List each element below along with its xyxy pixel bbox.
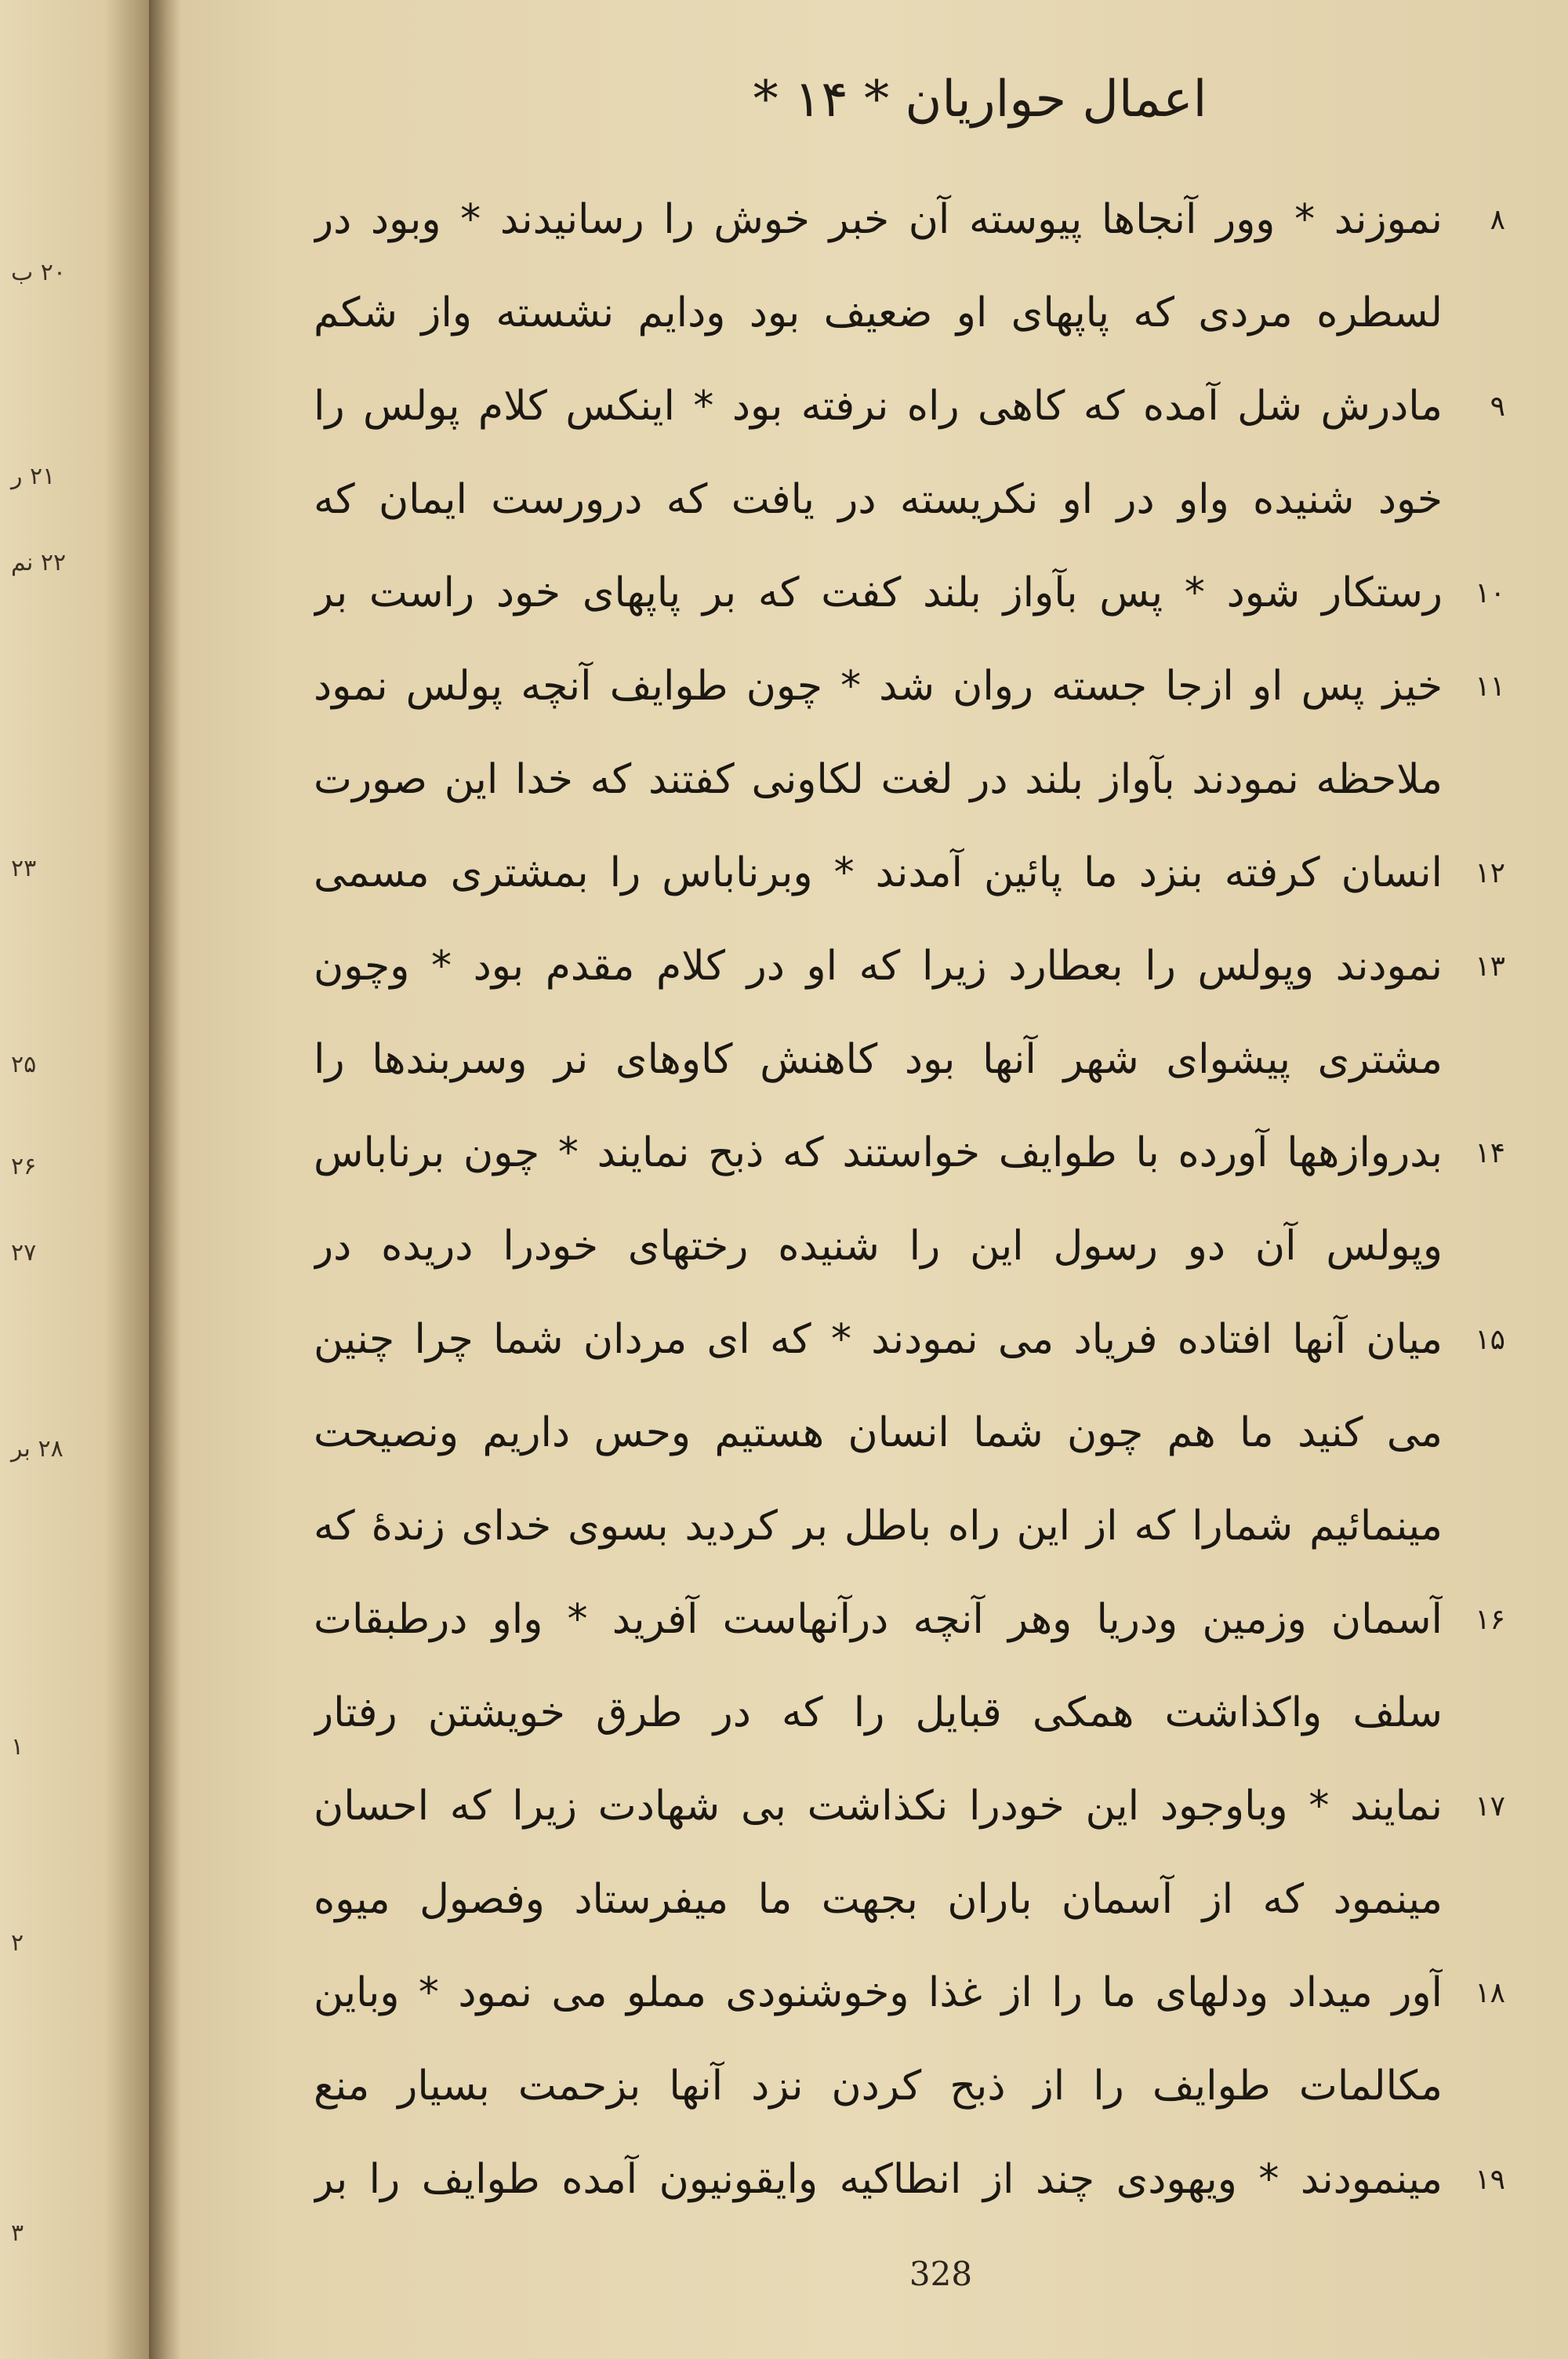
text-line xyxy=(314,1207,1505,1285)
previous-page-verse-number: ۲ xyxy=(11,1929,24,1957)
text-line xyxy=(314,2140,1505,2219)
verse-text: مینمائیم شمارا که از این راه باطل بر کردید بسوی خدای زندهٔ که xyxy=(314,1503,1443,1550)
text-line xyxy=(314,460,1505,539)
text-line xyxy=(314,2047,1505,2125)
verse-number: ۱۷ xyxy=(1475,1790,1505,1823)
verse-number: ۱۴ xyxy=(1475,1136,1505,1169)
page-header: اعمال حواریان * ۱۴ * xyxy=(753,71,1207,129)
verse-number: ۱۰ xyxy=(1475,576,1505,609)
verse-text: خود شنیده واو در او نکریسته در یافت که درورست ایمان که xyxy=(314,476,1443,523)
verse-number: ۱۱ xyxy=(1475,670,1505,703)
verse-text: سلف واکذاشت همکی قبایل را که در طرق خویشتن رفتار xyxy=(314,1689,1443,1736)
verse-number: ۹ xyxy=(1490,390,1505,423)
text-line xyxy=(314,274,1505,352)
verse-number: ۱۳ xyxy=(1475,950,1505,983)
text-line xyxy=(314,1487,1505,1565)
verse-text: آور میداد ودلهای ما را از غذا وخوشنودی مملو می نمود * وباین xyxy=(314,1969,1443,2016)
text-line xyxy=(314,1114,1505,1192)
text-line xyxy=(314,1300,1505,1379)
text-line xyxy=(314,1860,1505,1939)
book-gutter xyxy=(149,0,180,2359)
previous-page-verse-number: ۲۰ ب xyxy=(11,259,67,286)
verse-number: ۸ xyxy=(1490,203,1505,236)
verse-text: مینمودند * ویهودی چند از انطاکیه وایقونیون آمده طوایف را بر xyxy=(314,2156,1443,2203)
verse-number: ۱۹ xyxy=(1475,2163,1505,2196)
verse-number: ۱۲ xyxy=(1475,856,1505,889)
text-line xyxy=(314,834,1505,912)
text-line xyxy=(314,1394,1505,1472)
text-line xyxy=(314,1580,1505,1659)
previous-page-verse-number: ۲۱ ر xyxy=(11,463,56,490)
previous-page-verse-number: ۲۸ بر xyxy=(11,1435,64,1463)
text-line xyxy=(314,1767,1505,1845)
verse-text: میان آنها افتاده فریاد می نمودند * که ای مردان شما چرا چنین xyxy=(314,1316,1443,1363)
text-line xyxy=(314,180,1505,259)
verse-text: مکالمات طوایف را از ذبح کردن نزد آنها بزحمت بسیار منع xyxy=(314,2063,1443,2110)
verse-text: بدروازهها آورده با طوایف خواستند که ذبح نمایند * چون برناباس xyxy=(314,1129,1443,1176)
text-line xyxy=(314,554,1505,632)
text-line xyxy=(314,740,1505,819)
previous-page-verse-number: ۲۵ xyxy=(11,1051,37,1078)
verse-text: مینمود که از آسمان باران بجهت ما میفرستاد وفصول میوه xyxy=(314,1876,1443,1923)
verse-text: نموزند * وور آنجاها پیوسته آن خبر خوش را رسانیدند * وبود در xyxy=(314,196,1443,243)
previous-page-verse-number: ۲۳ xyxy=(11,855,37,882)
text-line xyxy=(314,1674,1505,1752)
text-line xyxy=(314,647,1505,725)
verse-number: ۱۸ xyxy=(1475,1976,1505,2009)
previous-page-verse-number: ۲۶ xyxy=(11,1153,37,1180)
verse-text: نمایند * وباوجود این خودرا نکذاشت بی شهادت زیرا که احسان xyxy=(314,1783,1443,1830)
previous-page-verse-number: ۲۷ xyxy=(11,1239,37,1267)
verse-text: مادرش شل آمده که کاهی راه نرفته بود * اینکس کلام پولس را xyxy=(314,383,1443,430)
verse-text: ملاحظه نمودند بآواز بلند در لغت لکاونی کفتند که خدا این صورت xyxy=(314,756,1443,803)
text-line xyxy=(314,1954,1505,2032)
previous-page-verse-number: ۳ xyxy=(11,2219,24,2247)
page-number: 328 xyxy=(909,2255,973,2293)
verse-text: آسمان وزمین ودریا وهر آنچه درآنهاست آفرید * واو درطبقات xyxy=(314,1596,1443,1643)
verse-text: لسطره مردی که پاپهای او ضعیف بود ودایم نشسته واز شکم xyxy=(314,289,1443,336)
text-line xyxy=(314,1020,1505,1099)
text-line xyxy=(314,367,1505,445)
verse-text: رستکار شود * پس بآواز بلند کفت که بر پاپهای خود راست بر xyxy=(314,569,1443,616)
previous-page-verse-number: ۱ xyxy=(11,1733,24,1761)
text-line xyxy=(314,927,1505,1005)
previous-page-verse-number: ۲۲ نم xyxy=(11,549,67,576)
verse-text: نمودند وپولس را بعطارد زیرا که او در کلام مقدم بود * وچون xyxy=(314,943,1443,990)
verse-text: انسان کرفته بنزد ما پائین آمدند * وبرناباس را بمشتری مسمی xyxy=(314,849,1443,896)
verse-text: می کنید ما هم چون شما انسان هستیم وحس داریم ونصیحت xyxy=(314,1409,1443,1456)
verse-text: مشتری پیشوای شهر آنها بود کاهنش کاوهای نر وسربندها را xyxy=(314,1036,1443,1083)
verse-number: ۱۶ xyxy=(1475,1603,1505,1636)
verse-number: ۱۵ xyxy=(1475,1323,1505,1356)
verse-text: وپولس آن دو رسول این را شنیده رختهای خودرا دریده در xyxy=(314,1223,1443,1270)
verse-text: خیز پس او ازجا جسته روان شد * چون طوایف آنچه پولس نمود xyxy=(314,663,1443,710)
